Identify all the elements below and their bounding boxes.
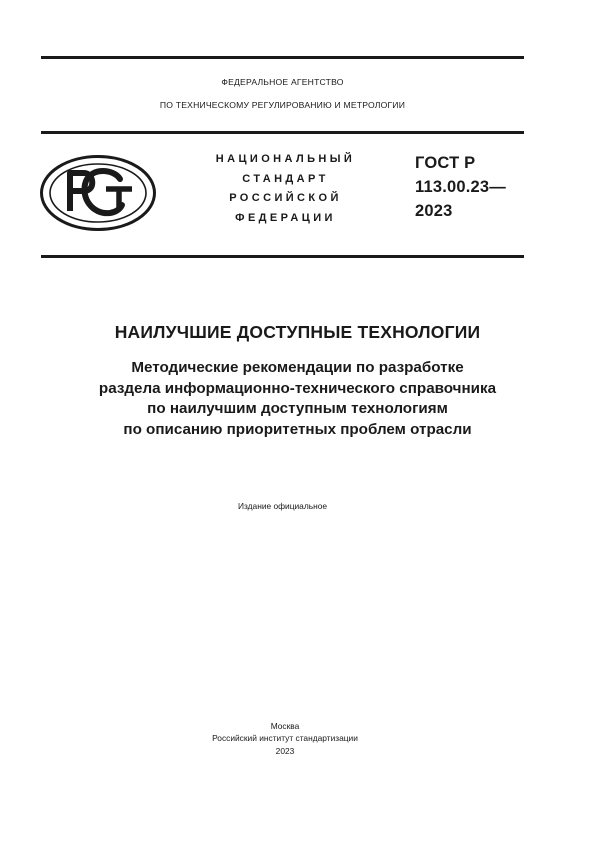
agency-name-line-1: ФЕДЕРАЛЬНОЕ АГЕНТСТВО — [221, 77, 344, 87]
agency-name-line-2: ПО ТЕХНИЧЕСКОМУ РЕГУЛИРОВАНИЮ И МЕТРОЛОГИИ — [159, 100, 406, 110]
subtitle-line: раздела информационно-технического справочника — [98, 379, 497, 397]
imprint-city: Москва — [270, 721, 300, 731]
rule-top — [41, 56, 524, 59]
subtitle-line: Методические рекомендации по разработке — [131, 359, 464, 376]
imprint — [0, 720, 570, 757]
standard-type-line: НАЦИОНАЛЬНЫЙ — [215, 153, 356, 165]
subtitle-line: по описанию приоритетных проблем отрасли — [123, 420, 472, 438]
document-subtitle — [30, 358, 565, 440]
gost-rst-logo-icon — [40, 155, 156, 231]
document-title: НАИЛУЧШИЕ ДОСТУПНЫЕ ТЕХНОЛОГИИ — [114, 322, 481, 342]
rule-bottom — [41, 255, 524, 258]
designation-line-3: 2023 — [415, 202, 453, 220]
edition-note: Издание официальное — [237, 501, 328, 511]
standard-type-line: РОССИЙСКОЙ — [229, 192, 342, 204]
imprint-publisher: Российский институт стандартизации — [212, 733, 358, 744]
standard-type-block — [193, 150, 378, 228]
standard-type-line: ФЕДЕРАЦИИ — [235, 211, 336, 224]
imprint-year: 2023 — [275, 745, 295, 756]
designation-line-2: 113.00.23— — [415, 178, 506, 196]
designation-line-1: ГОСТ Р — [415, 154, 476, 172]
standard-type-line: СТАНДАРТ — [242, 172, 329, 185]
rule-middle — [41, 131, 524, 134]
standard-designation — [415, 151, 506, 223]
subtitle-line: по наилучшим доступным технологиям — [147, 400, 448, 417]
